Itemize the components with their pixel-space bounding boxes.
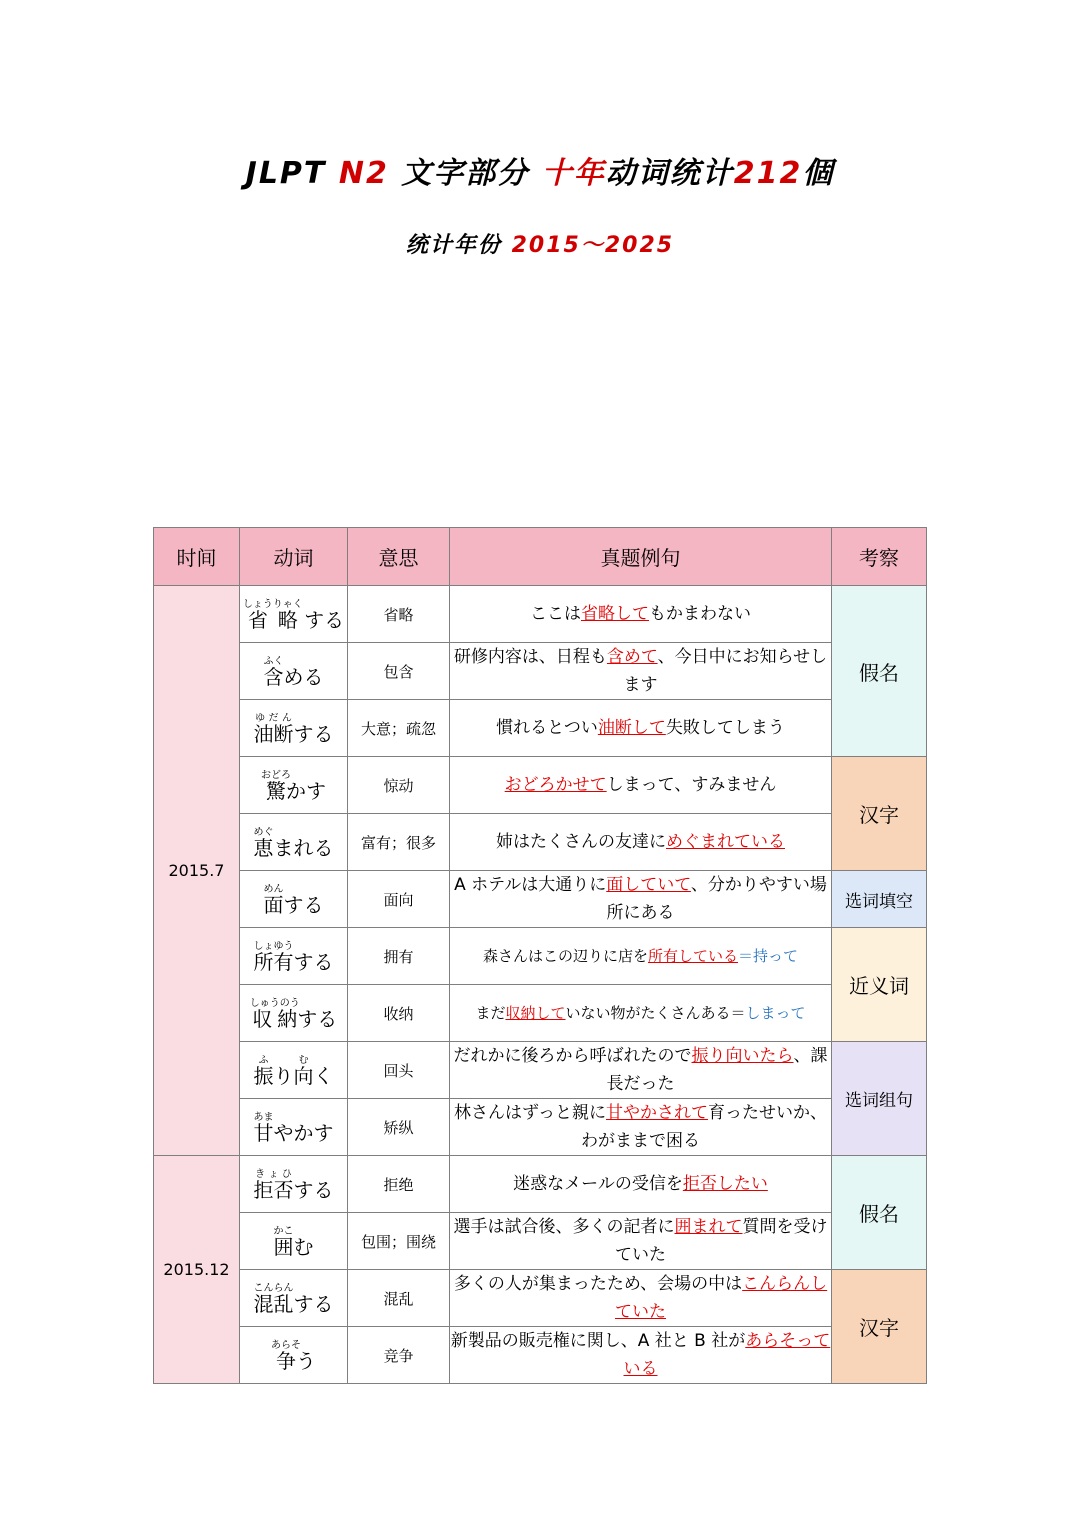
table-row [154, 643, 927, 700]
title-decade: 十年 [541, 156, 606, 191]
title-suffix: 個 [802, 156, 835, 191]
meaning-cell: 面向 [348, 871, 450, 928]
example-cell: 林さんはずっと親に甘やかされて育ったせいか、わがままで困る [450, 1099, 832, 1156]
category-cell: 汉字 [832, 1270, 927, 1384]
table-row [154, 757, 927, 814]
verb-cell: 油断ゆだんする [240, 700, 348, 757]
page-title [0, 148, 1080, 192]
example-cell: まだ収納していない物がたくさんある＝しまって [450, 985, 832, 1042]
verb-cell: 混乱こんらんする [240, 1270, 348, 1327]
category-cell: 选词填空 [832, 871, 927, 928]
verb-cell: 恵めぐまれる [240, 814, 348, 871]
example-cell: 姉はたくさんの友達にめぐまれている [450, 814, 832, 871]
table-row [154, 700, 927, 757]
verb-cell: 争あらそう [240, 1327, 348, 1384]
subtitle-label: 统计年份 [405, 233, 512, 258]
meaning-cell: 拒绝 [348, 1156, 450, 1213]
time-cell: 2015.7 [154, 586, 240, 1156]
meaning-cell: 惊动 [348, 757, 450, 814]
verb-cell: 振ふり向むく [240, 1042, 348, 1099]
page-subtitle [0, 228, 1080, 259]
meaning-cell: 混乱 [348, 1270, 450, 1327]
header-time: 时间 [154, 528, 240, 586]
verb-cell: 収納しゅうのうする [240, 985, 348, 1042]
header-meaning: 意思 [348, 528, 450, 586]
meaning-cell: 收纳 [348, 985, 450, 1042]
table-header-row [154, 528, 927, 586]
table-row [154, 1042, 927, 1099]
example-cell: 慣れるとつい油断して失敗してしまう [450, 700, 832, 757]
meaning-cell: 拥有 [348, 928, 450, 985]
meaning-cell: 富有；很多 [348, 814, 450, 871]
header-example: 真题例句 [450, 528, 832, 586]
meaning-cell: 矫纵 [348, 1099, 450, 1156]
meaning-cell: 包含 [348, 643, 450, 700]
table-row [154, 1213, 927, 1270]
table-row [154, 1156, 927, 1213]
verb-cell: 甘あまやかす [240, 1099, 348, 1156]
table-row [154, 814, 927, 871]
title-stat: 动词统计 [605, 156, 734, 191]
example-cell: 研修内容は、日程も含めて、今日中にお知らせします [450, 643, 832, 700]
verb-cell: 省略しょうりゃく する [240, 586, 348, 643]
table-row [154, 1099, 927, 1156]
category-cell: 假名 [832, 586, 927, 757]
title-part: 文字部分 [388, 156, 542, 191]
title-prefix: JLPT [245, 156, 339, 191]
verb-cell: 所有しょゆうする [240, 928, 348, 985]
table-row [154, 871, 927, 928]
example-cell: 森さんはこの辺りに店を所有している＝持って [450, 928, 832, 985]
meaning-cell: 回头 [348, 1042, 450, 1099]
category-cell: 汉字 [832, 757, 927, 871]
table-row [154, 1270, 927, 1327]
verb-table [153, 527, 927, 1384]
example-cell: ここは省略してもかまわない [450, 586, 832, 643]
table-row [154, 1327, 927, 1384]
subtitle-range: 2015～2025 [511, 233, 675, 258]
table-row [154, 586, 927, 643]
example-cell: だれかに後ろから呼ばれたので振り向いたら、課長だった [450, 1042, 832, 1099]
verb-cell: 囲かこむ [240, 1213, 348, 1270]
meaning-cell: 竞争 [348, 1327, 450, 1384]
category-cell: 选词组句 [832, 1042, 927, 1156]
meaning-cell: 大意；疏忽 [348, 700, 450, 757]
category-cell: 近义词 [832, 928, 927, 1042]
time-cell: 2015.12 [154, 1156, 240, 1384]
category-cell: 假名 [832, 1156, 927, 1270]
title-level: N2 [338, 156, 389, 191]
verb-cell: 面めんする [240, 871, 348, 928]
example-cell: A ホテルは大通りに面していて、分かりやすい場所にある [450, 871, 832, 928]
verb-cell: 驚おどろかす [240, 757, 348, 814]
meaning-cell: 包围；围绕 [348, 1213, 450, 1270]
verb-cell: 拒否きょひする [240, 1156, 348, 1213]
header-verb: 动词 [240, 528, 348, 586]
table-row [154, 928, 927, 985]
table-row [154, 985, 927, 1042]
header-category: 考察 [832, 528, 927, 586]
meaning-cell: 省略 [348, 586, 450, 643]
example-cell: 選手は試合後、多くの記者に囲まれて質問を受けていた [450, 1213, 832, 1270]
example-cell: 新製品の販売権に関し、A 社と B 社があらそっている [450, 1327, 832, 1384]
example-cell: おどろかせてしまって、すみません [450, 757, 832, 814]
example-cell: 迷惑なメールの受信を拒否したい [450, 1156, 832, 1213]
verb-cell: 含ふくめる [240, 643, 348, 700]
example-cell: 多くの人が集まったため、会場の中はこんらんしていた [450, 1270, 832, 1327]
title-count: 212 [733, 156, 803, 191]
